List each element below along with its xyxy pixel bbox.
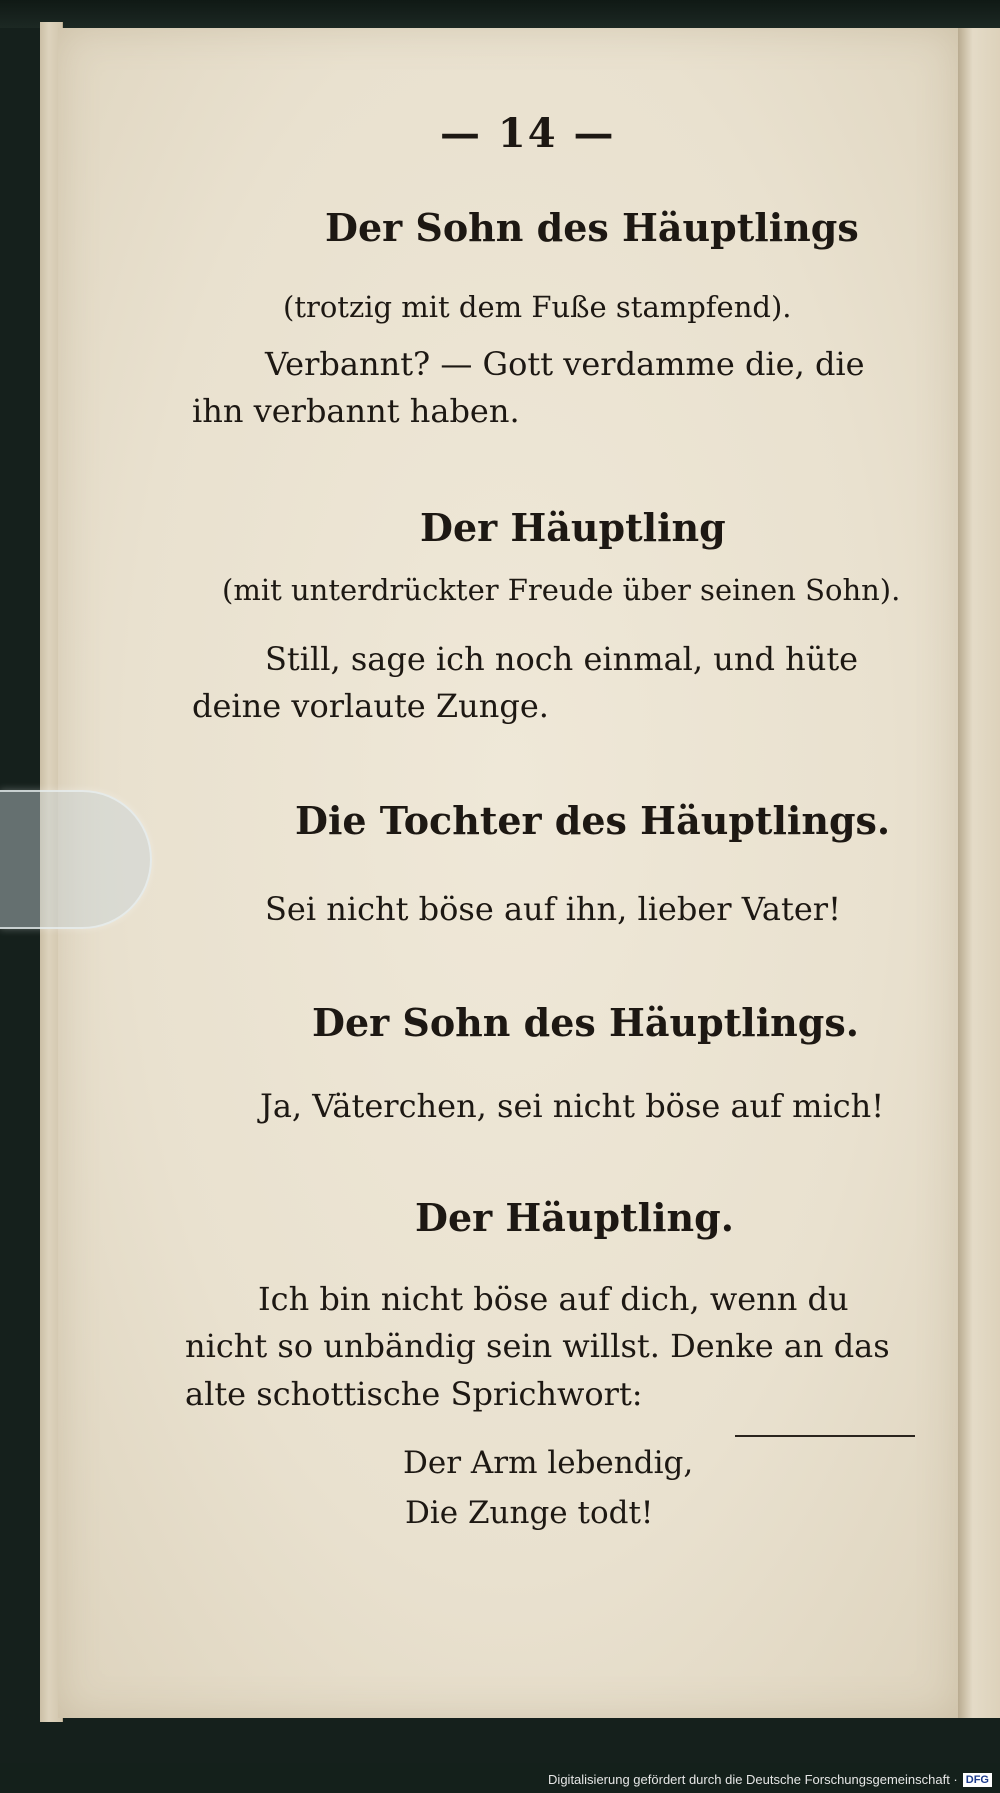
dialogue-line: Ich bin nicht böse auf dich, wenn du [258, 1280, 849, 1318]
stage-direction: (mit unterdrückter Freude über seinen Sohn). [222, 573, 901, 607]
credit-text: Digitalisierung gefördert durch die Deutsche Forschungsgemeinschaft · [548, 1772, 958, 1787]
dialogue-line: deine vorlaute Zunge. [192, 687, 549, 725]
verse-line: Die Zunge todt! [405, 1495, 654, 1531]
dfg-logo: DFG [963, 1773, 992, 1787]
speaker-heading: Der Sohn des Häuptlings [325, 205, 859, 250]
page-number: — 14 — [440, 110, 616, 157]
stage-direction: (trotzig mit dem Fuße stampfend). [283, 290, 792, 324]
dialogue-line: Still, sage ich noch einmal, und hüte [265, 640, 859, 678]
dialogue-line: Sei nicht böse auf ihn, lieber Vater! [265, 890, 841, 928]
digitization-credit [548, 1772, 992, 1787]
facing-page-edge [958, 28, 1000, 1718]
dialogue-line: nicht so unbändig sein willst. Denke an das [185, 1327, 890, 1365]
dialogue-line: Ja, Väterchen, sei nicht böse auf mich! [260, 1087, 885, 1125]
dialogue-line: ihn verbannt haben. [192, 392, 520, 430]
speaker-heading: Der Sohn des Häuptlings. [312, 1000, 859, 1045]
speaker-heading: Der Häuptling [420, 505, 726, 550]
verse-line: Der Arm lebendig, [403, 1445, 694, 1481]
dialogue-line: alte schottische Sprichwort: [185, 1375, 643, 1413]
speaker-heading: Der Häuptling. [415, 1195, 734, 1240]
scan-top-border [0, 0, 1000, 28]
dialogue-line: Verbannt? — Gott verdamme die, die [265, 345, 865, 383]
footnote-divider [735, 1435, 915, 1437]
page-clip-marker [0, 790, 152, 929]
speaker-heading: Die Tochter des Häuptlings. [295, 798, 891, 843]
